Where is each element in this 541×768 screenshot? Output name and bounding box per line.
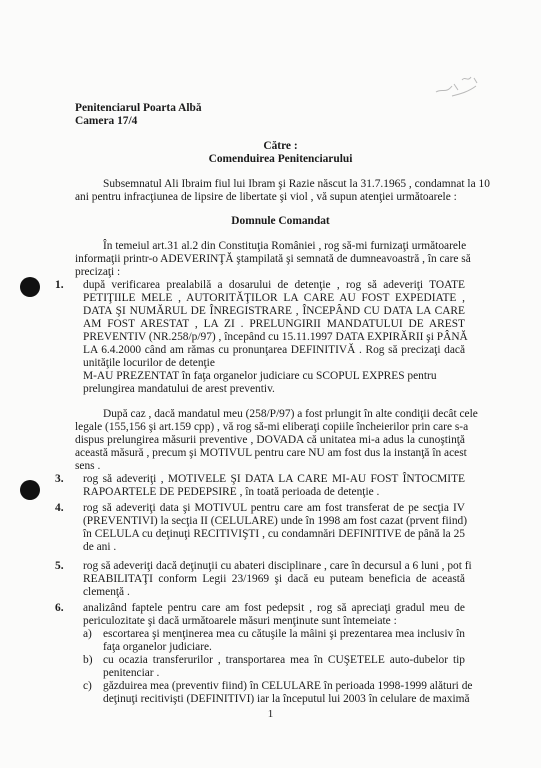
intro-line: Subsemnatul Ali Ibraim fiul lui Ibram şi Razie născut la 31.7.1965 , condamnat la 10 [103,178,490,190]
subitem-line: penitenciar . [103,667,160,679]
sender-cell: Camera 17/4 [75,115,138,127]
list-item-line: de ani . [83,541,117,553]
paragraph-line: legale (155,156 şi art.159 cpp) , vă rog să-mi eliberaţi copiile încheierilor prin care s-a [75,421,469,433]
list-number: 1. [55,279,64,291]
list-item-line: clemenţă . [83,586,130,598]
list-item-line: unităţile locurilor de detenţie [83,357,215,369]
list-number: 3. [55,473,64,485]
paragraph-line: sens . [75,460,101,472]
subitem-letter: c) [83,680,92,692]
recipient-to: Către : [263,140,298,152]
list-item-line: rog să adeveriţi , MOTIVELE ŞI DATA LA CARE MI-AU FOST ÎNTOCMITE [83,473,465,485]
subitem-line: găzduirea mea (preventiv fiind) în CELULARE în perioada 1998-1999 alături de [103,680,473,692]
subitem-letter: a) [83,628,92,640]
list-item-line: analizând faptele pentru care am fost pedepsit , rog să apreciaţi gradul meu de [83,602,465,614]
paragraph-line: dispus prelungirea măsurii preventive , DOVADA că unitatea mi-a adus la cunoştinţă [75,434,465,446]
list-number: 4. [55,502,64,514]
subitem-line: escortarea şi menţinerea mea cu cătuşile la mâini şi prezentarea mea inclusiv în [103,628,465,640]
paragraph-line: informaţii printr-o ADEVERINŢĂ ştampilată şi semnată de dumneavoastră , în care să [75,253,471,265]
pencil-scribble-mark [432,70,492,100]
subitem-letter: b) [83,654,93,666]
subitem-line: cu ocazia transferurilor , transportarea mea în CUŞETELE auto-dubelor tip [103,654,465,666]
paragraph-line: această măsură , precum şi MOTIVUL pentru care NU am fost dus la instanţă în acest [75,447,467,459]
list-item-line: LA 6.4.2000 când am rămas cu pronunţarea DEFINITIVĂ . Rog să precizaţi dacă [83,344,465,356]
sender-institution: Penitenciarul Poarta Albă [75,102,202,114]
intro-line: ani pentru infracţiunea de lipsire de libertate şi viol , vă supun atenţiei următoarele : [75,191,457,203]
paragraph-line: precizaţi : [75,266,121,278]
list-item-line: rog să adeveriţi data şi MOTIVUL pentru care am fost transferat de pe secţia IV [83,502,465,514]
list-item-line: DATA ŞI NUMĂRUL DE ÎNREGISTRARE , ÎNCEPÂND CU DATA LA CARE [83,305,465,317]
salutation: Domnule Comandat [231,215,330,227]
subitem-line: deţinuţi recitivişti (DEFINITIVI) iar la începutul lui 2003 în celulare de maximă [103,693,470,705]
punch-hole [20,480,40,500]
list-number: 5. [55,560,64,572]
list-item-line: în CELULA cu deţinuţi RECITIVIŞTI , cu condamnări DEFINITIVE de până la 25 [83,528,465,540]
list-item-line: periculozitate şi dacă următoarele măsuri menţinute sunt întemeiate : [83,615,397,627]
list-item-line: PETIŢIILE MELE , AUTORITĂŢILOR LA CARE AU FOST EXPEDIATE , [83,292,465,304]
list-item-line: după verificarea prealabilă a dosarului de detenţie , rog să adeveriţi TOATE [83,279,465,291]
paragraph-line: După caz , dacă mandatul meu (258/P/97) a fost prlungit în alte condiţii decât cele [103,408,478,420]
list-item-line: prelungirea mandatului de arest preventiv. [83,383,275,395]
list-item-line: (PREVENTIVI) la secţia II (CELULARE) unde în 1998 am fost cazat (prvent fiind) [83,515,468,527]
list-item-line: PREVENTIV (NR.258/p/97) , începând cu 15.11.1997 DATA EXPIRĂRII şi PÂNĂ [83,331,468,343]
punch-hole [20,277,40,297]
recipient-name: Comenduirea Penitenciarului [208,153,353,165]
list-item-line: RAPOARTELE DE PEDEPSIRE , în toată perioada de detenţie . [83,486,380,498]
list-item-line: rog să adeveriţi dacă deţinuţii cu abateri disciplinare , care în decursul a 6 luni , pot fi [83,560,472,572]
list-item-line: M-AU PREZENTAT în faţa organelor judiciare cu SCOPUL EXPRES pentru [83,370,437,382]
list-number: 6. [55,602,64,614]
subitem-line: faţa organelor judiciare. [103,641,212,653]
paragraph-line: În temeiul art.31 al.2 din Constituţia României , rog să-mi furnizaţi următoarele [103,240,467,252]
list-item-line: REABILITAŢI conform Legii 23/1969 şi dacă eu puteam beneficia de această [83,573,465,585]
list-item-line: AM FOST ARESTAT , LA ZI . PRELUNGIRII MANDATULUI DE AREST [83,318,465,330]
page-number: 1 [267,708,274,720]
